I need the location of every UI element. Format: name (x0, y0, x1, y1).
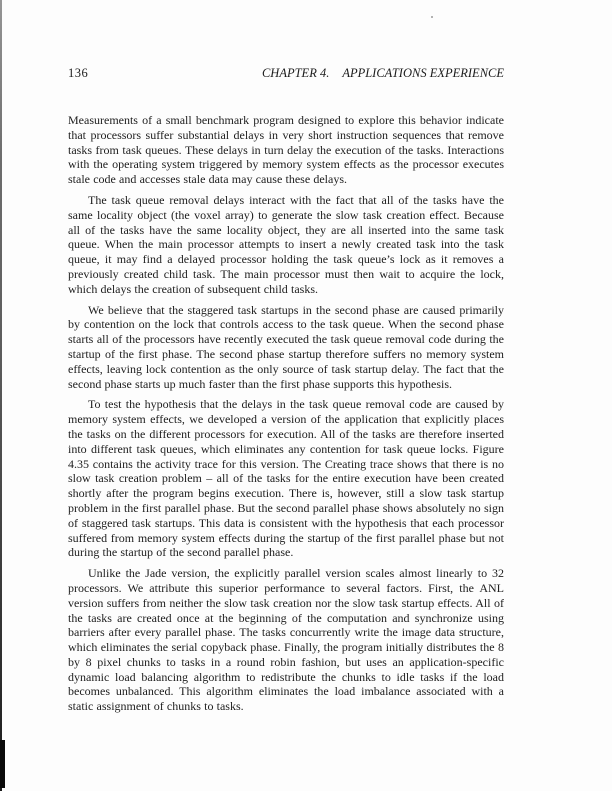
paragraph-2: The task queue removal delays interact with the fact that all of the tasks have the same locality object (the voxel array) to generate the slow task creation effect. Because all of the tasks have the same locality object, they are all inserted into the same task queue. When the main processor attempts to insert a newly created task into the task queue, it may find a delayed processor holding the task queue’s lock as it removes a previously created child task. The main processor must then wait to acquire the lock, which delays the creation of subsequent child tasks. (68, 192, 504, 296)
paragraph-1: Measurements of a small benchmark program designed to explore this behavior indicate that processors suffer substantial delays in very short instruction sequences that remove tasks from task queues. These delays in turn delay the execution of the tasks. Interactions with the operating system triggered by memory system effects as the processor executes stale code and accesses stale data may cause these delays. (68, 113, 504, 187)
paragraph-3: We believe that the staggered task startups in the second phase are caused primarily by contention on the lock that controls access to the task queue. When the second phase starts all of the processors have recently executed the task queue removal code during the startup of the first phase. The second phase startup therefore suffers no memory system effects, leaving lock contention as the only source of task startup delay. The fact that the second phase starts up much faster than the first phase supports this hypothesis. (68, 302, 504, 391)
paragraph-4: To test the hypothesis that the delays in the task queue removal code are caused by memory system effects, we developed a version of the application that explicitly places the tasks on the different processors for execution. All of the tasks are therefore inserted into different task queues, which eliminates any contention for task queue locks. Figure 4.35 contains the activity trace for this version. The Creating trace shows that there is no slow task creation problem – all of the tasks for the entire execution have been created shortly after the program begins execution. There is, however, still a slow task startup problem in the first parallel phase. But the second parallel phase shows absolutely no sign of staggered task startups. This data is consistent with the hypothesis that each processor suffered from memory system effects during the startup of the first parallel phase but not during the startup of the second parallel phase. (68, 397, 504, 560)
chapter-title: APPLICATIONS EXPERIENCE (342, 66, 504, 80)
running-header (68, 66, 504, 81)
chapter-header (262, 66, 504, 81)
text-column (68, 66, 504, 720)
scan-corner-artifact (0, 740, 5, 788)
scan-edge-artifact (0, 0, 2, 791)
page-number: 136 (68, 66, 89, 80)
paragraph-5: Unlike the Jade version, the explicitly parallel version scales almost linearly to 32 processors. We attribute this superior performance to several factors. First, the ANL version suffers from neither the slow task creation nor the slow task startup effects. All of the tasks are created once at the beginning of the computation and synchronize using barriers after every parallel phase. The tasks concurrently write the image data structure, which eliminates the serial copyback phase. Finally, the program initially distributes the 8 by 8 pixel chunks to tasks in a round robin fashion, but uses an application-specific dynamic load balancing algorithm to redistribute the chunks to idle tasks if the load becomes unbalanced. This algorithm eliminates the load imbalance associated with a static assignment of chunks to tasks. (68, 566, 504, 714)
chapter-label: CHAPTER 4. (261, 66, 330, 80)
body-text (68, 113, 504, 714)
scan-speck (431, 16, 433, 18)
